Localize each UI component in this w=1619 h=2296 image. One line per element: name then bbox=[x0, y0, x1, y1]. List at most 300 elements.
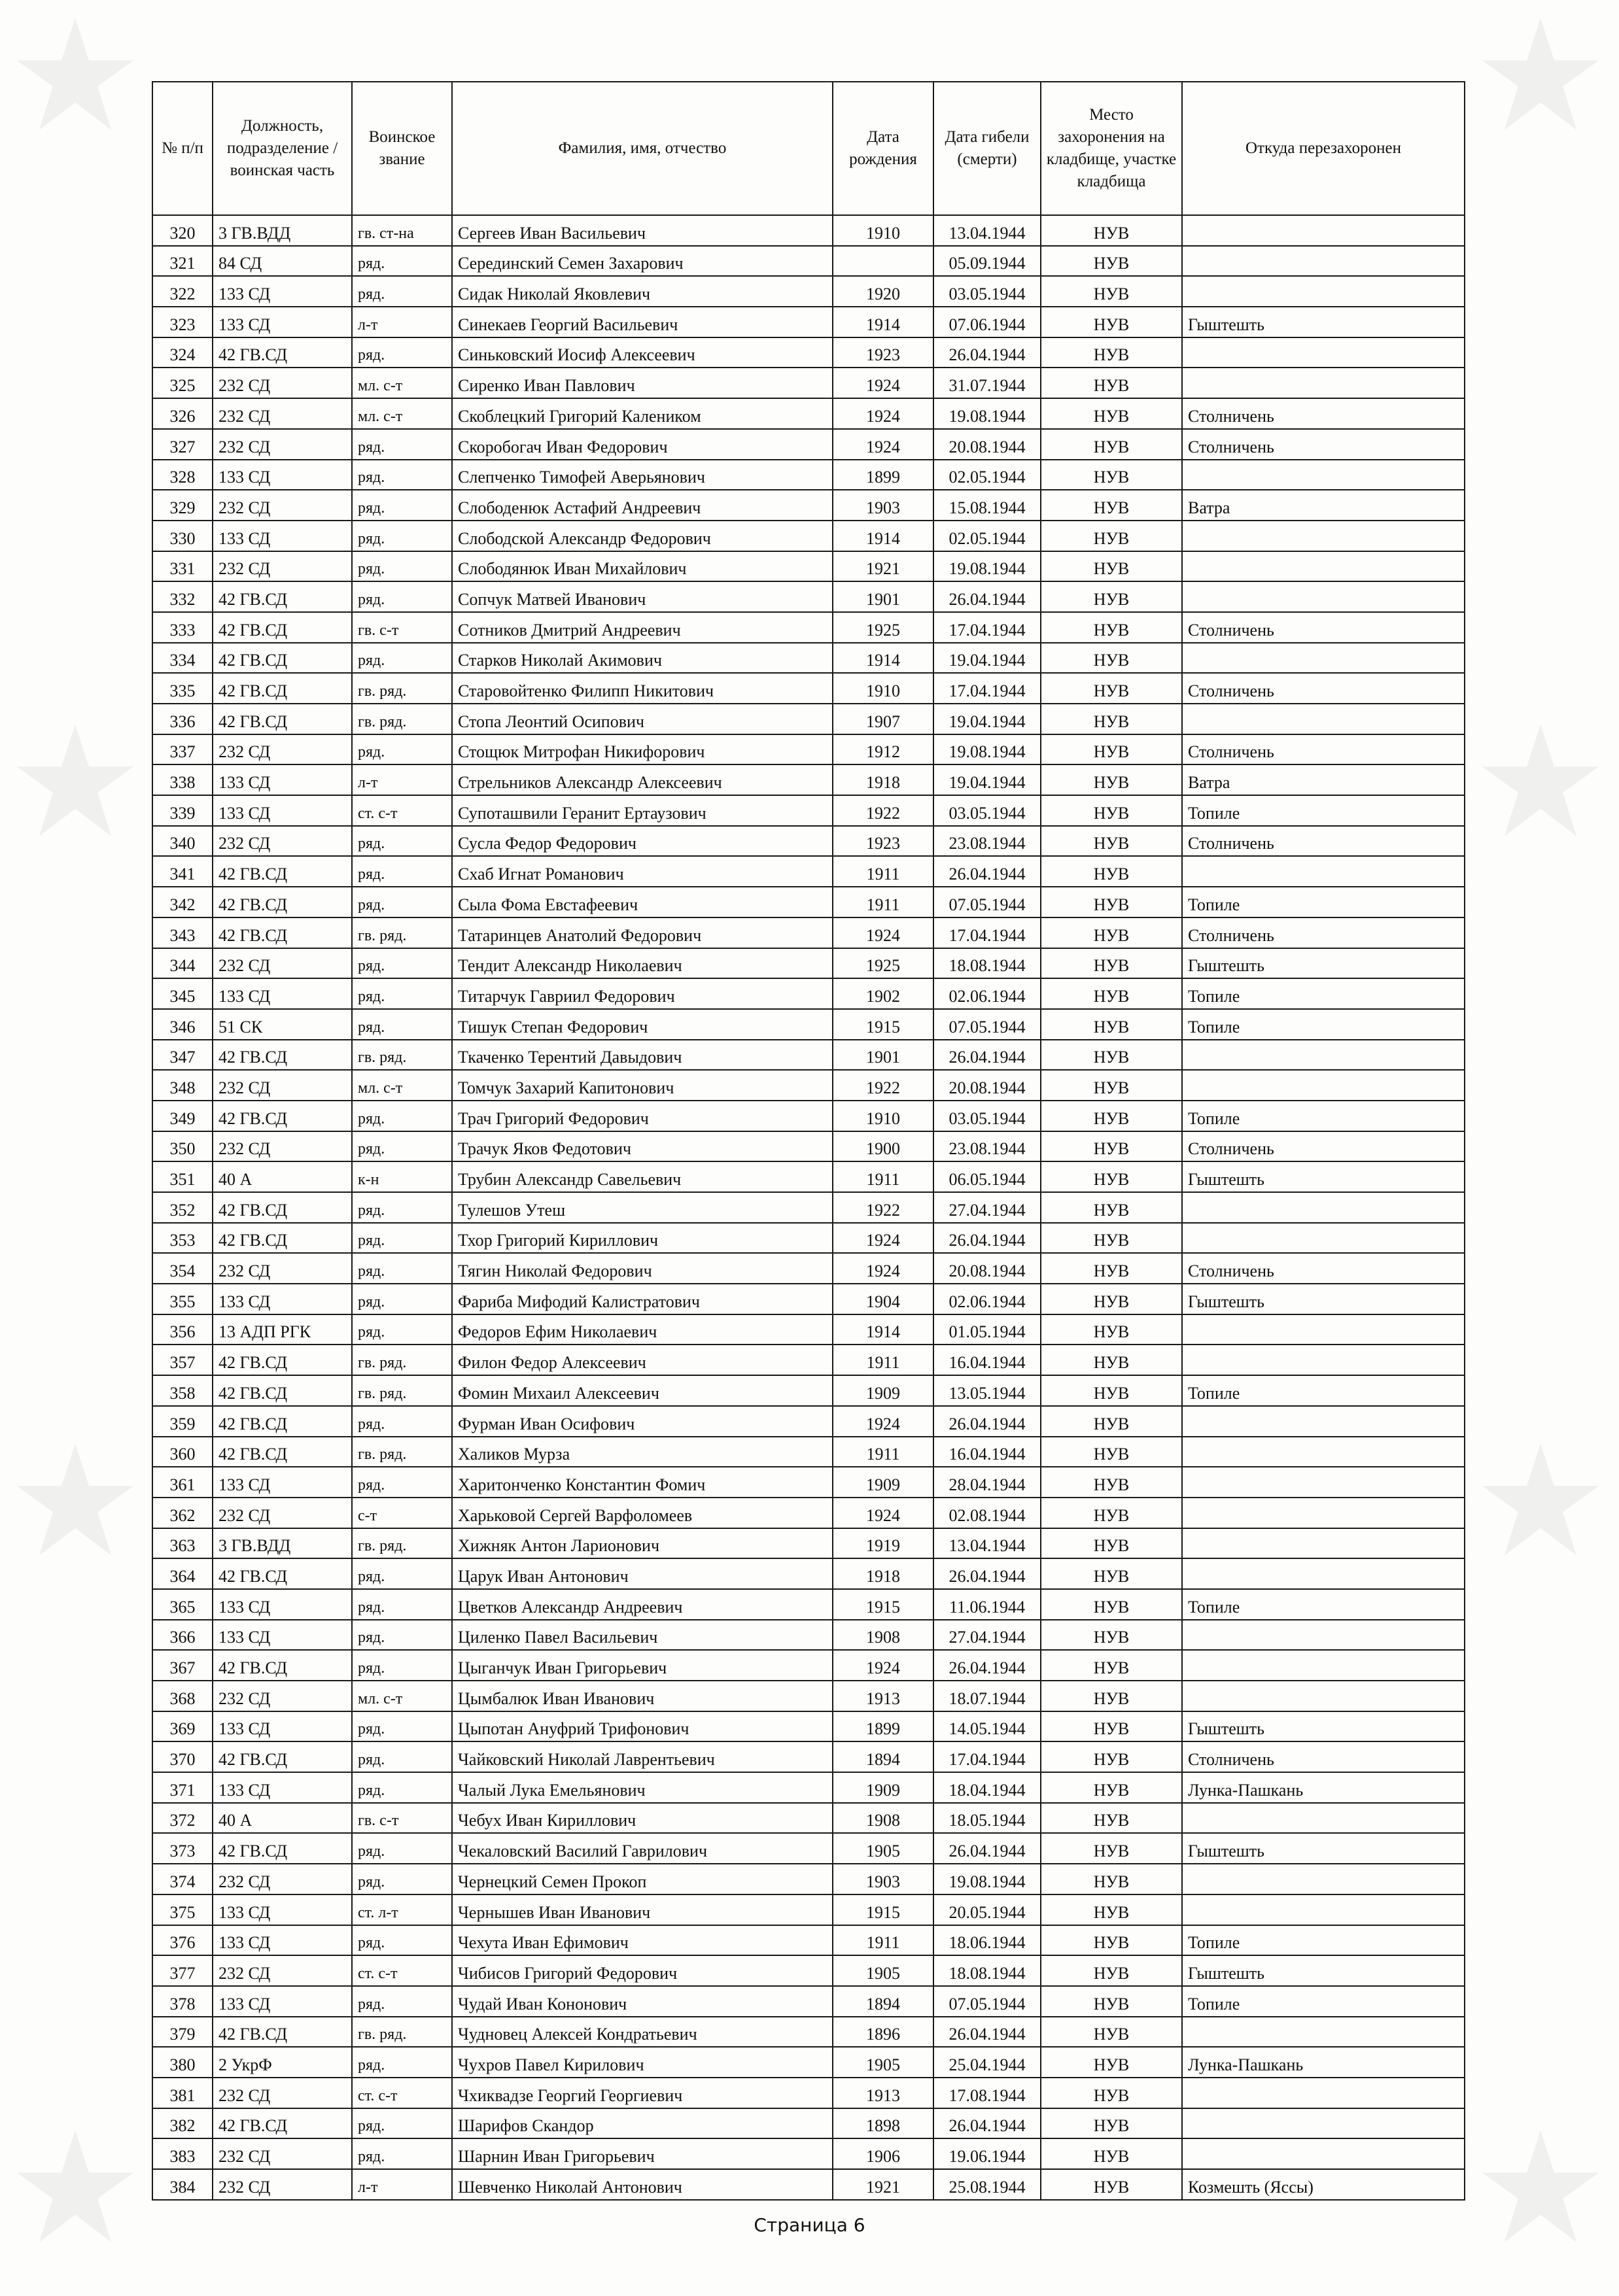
cell-name: Трач Григорий Федорович bbox=[452, 1101, 833, 1131]
cell-place: НУВ bbox=[1041, 856, 1182, 887]
cell-name: Титарчук Гавриил Федорович bbox=[452, 978, 833, 1009]
cell-place: НУВ bbox=[1041, 1620, 1182, 1651]
cell-name: Чернышев Иван Иванович bbox=[452, 1894, 833, 1925]
cell-rank: ряд. bbox=[352, 1253, 452, 1284]
cell-origin bbox=[1182, 276, 1465, 307]
cell-origin: Топиле bbox=[1182, 1925, 1465, 1956]
table-row bbox=[152, 337, 1465, 368]
table-row bbox=[152, 1894, 1465, 1925]
cell-born: 1902 bbox=[833, 978, 933, 1009]
cell-name: Чалый Лука Емельянович bbox=[452, 1772, 833, 1803]
cell-num: 326 bbox=[152, 398, 213, 429]
cell-place: НУВ bbox=[1041, 1009, 1182, 1040]
cell-num: 377 bbox=[152, 1955, 213, 1986]
cell-num: 364 bbox=[152, 1558, 213, 1589]
cell-name: Сиренко Иван Павлович bbox=[452, 368, 833, 398]
cell-unit: 232 СД bbox=[213, 368, 352, 398]
cell-unit: 42 ГВ.СД bbox=[213, 612, 352, 643]
cell-died: 02.05.1944 bbox=[933, 460, 1041, 490]
cell-origin bbox=[1182, 460, 1465, 490]
cell-unit: 42 ГВ.СД bbox=[213, 917, 352, 948]
cell-name: Синьковский Иосиф Алексеевич bbox=[452, 337, 833, 368]
cell-place: НУВ bbox=[1041, 581, 1182, 612]
cell-place: НУВ bbox=[1041, 368, 1182, 398]
table-row bbox=[152, 1589, 1465, 1620]
cell-died: 17.04.1944 bbox=[933, 1741, 1041, 1772]
cell-died: 02.05.1944 bbox=[933, 521, 1041, 551]
cell-name: Шарифов Скандор bbox=[452, 2108, 833, 2139]
cell-num: 350 bbox=[152, 1131, 213, 1162]
cell-num: 330 bbox=[152, 521, 213, 551]
cell-born: 1923 bbox=[833, 337, 933, 368]
cell-died: 06.05.1944 bbox=[933, 1161, 1041, 1192]
table-row bbox=[152, 1040, 1465, 1071]
cell-unit: 133 СД bbox=[213, 1589, 352, 1620]
cell-born: 1915 bbox=[833, 1589, 933, 1620]
cell-name: Чернецкий Семен Прокоп bbox=[452, 1864, 833, 1894]
cell-born: 1920 bbox=[833, 276, 933, 307]
cell-origin bbox=[1182, 1345, 1465, 1375]
cell-num: 336 bbox=[152, 704, 213, 734]
cell-died: 02.06.1944 bbox=[933, 1284, 1041, 1314]
cell-place: НУВ bbox=[1041, 1101, 1182, 1131]
cell-unit: 232 СД bbox=[213, 551, 352, 582]
header-died: Дата гибели (смерти) bbox=[933, 82, 1041, 215]
cell-name: Стощюк Митрофан Никифорович bbox=[452, 734, 833, 765]
cell-place: НУВ bbox=[1041, 1681, 1182, 1711]
table-row bbox=[152, 1986, 1465, 2017]
cell-rank: ряд. bbox=[352, 429, 452, 460]
cell-rank: гв. ряд. bbox=[352, 2017, 452, 2048]
cell-origin: Гыштешть bbox=[1182, 1161, 1465, 1192]
cell-num: 334 bbox=[152, 643, 213, 674]
cell-num: 366 bbox=[152, 1620, 213, 1651]
cell-origin: Ватра bbox=[1182, 764, 1465, 795]
cell-rank: гв. ряд. bbox=[352, 1040, 452, 1071]
cell-rank: ряд. bbox=[352, 1650, 452, 1681]
table-row bbox=[152, 551, 1465, 582]
cell-num: 384 bbox=[152, 2169, 213, 2200]
cell-unit: 42 ГВ.СД bbox=[213, 643, 352, 674]
table-row bbox=[152, 2108, 1465, 2139]
cell-died: 20.05.1944 bbox=[933, 1894, 1041, 1925]
cell-name: Слободской Александр Федорович bbox=[452, 521, 833, 551]
cell-died: 20.08.1944 bbox=[933, 1070, 1041, 1101]
cell-rank: ст. л-т bbox=[352, 1894, 452, 1925]
table-row bbox=[152, 1650, 1465, 1681]
cell-origin bbox=[1182, 368, 1465, 398]
cell-born: 1911 bbox=[833, 1161, 933, 1192]
cell-num: 346 bbox=[152, 1009, 213, 1040]
cell-origin: Столничень bbox=[1182, 826, 1465, 857]
cell-rank: мл. с-т bbox=[352, 398, 452, 429]
cell-name: Цветков Александр Андреевич bbox=[452, 1589, 833, 1620]
cell-name: Чибисов Григорий Федорович bbox=[452, 1955, 833, 1986]
cell-died: 03.05.1944 bbox=[933, 795, 1041, 826]
cell-num: 378 bbox=[152, 1986, 213, 2017]
cell-rank: гв. ряд. bbox=[352, 917, 452, 948]
cell-unit: 133 СД bbox=[213, 1925, 352, 1956]
cell-origin: Топиле bbox=[1182, 1986, 1465, 2017]
cell-num: 368 bbox=[152, 1681, 213, 1711]
cell-place: НУВ bbox=[1041, 1894, 1182, 1925]
cell-unit: 51 СК bbox=[213, 1009, 352, 1040]
cell-born: 1898 bbox=[833, 2108, 933, 2139]
cell-name: Сусла Федор Федорович bbox=[452, 826, 833, 857]
cell-num: 355 bbox=[152, 1284, 213, 1314]
cell-place: НУВ bbox=[1041, 1589, 1182, 1620]
cell-died: 26.04.1944 bbox=[933, 1223, 1041, 1254]
cell-died: 18.04.1944 bbox=[933, 1772, 1041, 1803]
cell-unit: 3 ГВ.ВДД bbox=[213, 215, 352, 246]
table-row bbox=[152, 1467, 1465, 1498]
cell-unit: 232 СД bbox=[213, 1070, 352, 1101]
table-row bbox=[152, 429, 1465, 460]
cell-rank: ряд. bbox=[352, 1192, 452, 1223]
cell-born: 1924 bbox=[833, 398, 933, 429]
cell-unit: 42 ГВ.СД bbox=[213, 2017, 352, 2048]
cell-num: 348 bbox=[152, 1070, 213, 1101]
cell-num: 359 bbox=[152, 1406, 213, 1437]
cell-rank: ряд. bbox=[352, 1833, 452, 1864]
cell-died: 02.08.1944 bbox=[933, 1498, 1041, 1528]
table-row bbox=[152, 704, 1465, 734]
cell-num: 340 bbox=[152, 826, 213, 857]
cell-origin bbox=[1182, 1528, 1465, 1559]
cell-num: 320 bbox=[152, 215, 213, 246]
cell-died: 07.06.1944 bbox=[933, 307, 1041, 337]
cell-name: Халиков Мурза bbox=[452, 1437, 833, 1467]
cell-unit: 232 СД bbox=[213, 1955, 352, 1986]
star-watermark-icon bbox=[13, 13, 137, 137]
table-row bbox=[152, 1437, 1465, 1467]
cell-num: 353 bbox=[152, 1223, 213, 1254]
table-row bbox=[152, 2138, 1465, 2169]
cell-num: 347 bbox=[152, 1040, 213, 1071]
cell-rank: ряд. bbox=[352, 734, 452, 765]
cell-place: НУВ bbox=[1041, 1040, 1182, 1071]
cell-place: НУВ bbox=[1041, 1803, 1182, 1834]
cell-born: 1923 bbox=[833, 826, 933, 857]
table-row bbox=[152, 1741, 1465, 1772]
cell-born: 1905 bbox=[833, 1955, 933, 1986]
cell-place: НУВ bbox=[1041, 1498, 1182, 1528]
cell-rank: ряд. bbox=[352, 1131, 452, 1162]
cell-rank: ряд. bbox=[352, 1925, 452, 1956]
cell-died: 18.06.1944 bbox=[933, 1925, 1041, 1956]
table-body bbox=[152, 215, 1465, 2200]
cell-died: 19.04.1944 bbox=[933, 704, 1041, 734]
cell-rank: ряд. bbox=[352, 1772, 452, 1803]
cell-name: Цыпотан Ануфрий Трифонович bbox=[452, 1711, 833, 1742]
cell-born: 1906 bbox=[833, 2138, 933, 2169]
cell-died: 18.07.1944 bbox=[933, 1681, 1041, 1711]
cell-origin bbox=[1182, 215, 1465, 246]
cell-name: Харьковой Сергей Варфоломеев bbox=[452, 1498, 833, 1528]
table-row bbox=[152, 2017, 1465, 2048]
cell-born: 1899 bbox=[833, 460, 933, 490]
cell-origin: Столничень bbox=[1182, 1741, 1465, 1772]
cell-rank: ряд. bbox=[352, 948, 452, 979]
cell-place: НУВ bbox=[1041, 1986, 1182, 2017]
cell-num: 361 bbox=[152, 1467, 213, 1498]
cell-num: 371 bbox=[152, 1772, 213, 1803]
cell-rank: ряд. bbox=[352, 1711, 452, 1742]
cell-origin bbox=[1182, 581, 1465, 612]
cell-place: НУВ bbox=[1041, 2169, 1182, 2200]
cell-name: Слободянюк Иван Михайлович bbox=[452, 551, 833, 582]
cell-born: 1924 bbox=[833, 1223, 933, 1254]
cell-rank: ряд. bbox=[352, 490, 452, 521]
cell-born: 1922 bbox=[833, 1192, 933, 1223]
cell-rank: ряд. bbox=[352, 826, 452, 857]
cell-born: 1921 bbox=[833, 551, 933, 582]
cell-rank: гв. ряд. bbox=[352, 1528, 452, 1559]
cell-place: НУВ bbox=[1041, 673, 1182, 704]
table-row bbox=[152, 1528, 1465, 1559]
cell-origin: Столничень bbox=[1182, 1131, 1465, 1162]
cell-num: 331 bbox=[152, 551, 213, 582]
cell-born: 1925 bbox=[833, 612, 933, 643]
cell-num: 363 bbox=[152, 1528, 213, 1559]
cell-born bbox=[833, 246, 933, 277]
cell-died: 18.08.1944 bbox=[933, 948, 1041, 979]
cell-unit: 42 ГВ.СД bbox=[213, 2108, 352, 2139]
cell-name: Слободенюк Астафий Андреевич bbox=[452, 490, 833, 521]
cell-place: НУВ bbox=[1041, 460, 1182, 490]
cell-origin bbox=[1182, 1406, 1465, 1437]
cell-unit: 232 СД bbox=[213, 398, 352, 429]
cell-unit: 133 СД bbox=[213, 276, 352, 307]
table-row bbox=[152, 1375, 1465, 1406]
cell-origin bbox=[1182, 1223, 1465, 1254]
cell-place: НУВ bbox=[1041, 795, 1182, 826]
cell-born: 1914 bbox=[833, 643, 933, 674]
cell-unit: 42 ГВ.СД bbox=[213, 1345, 352, 1375]
cell-born: 1900 bbox=[833, 1131, 933, 1162]
cell-place: НУВ bbox=[1041, 1192, 1182, 1223]
cell-rank: ряд. bbox=[352, 2047, 452, 2078]
cell-num: 341 bbox=[152, 856, 213, 887]
table-row bbox=[152, 826, 1465, 857]
table-row bbox=[152, 1681, 1465, 1711]
cell-origin bbox=[1182, 2108, 1465, 2139]
table-row bbox=[152, 1955, 1465, 1986]
cell-born: 1924 bbox=[833, 1650, 933, 1681]
table-row bbox=[152, 1558, 1465, 1589]
cell-born: 1905 bbox=[833, 1833, 933, 1864]
cell-place: НУВ bbox=[1041, 1284, 1182, 1314]
cell-name: Чудай Иван Кононович bbox=[452, 1986, 833, 2017]
cell-born: 1901 bbox=[833, 581, 933, 612]
page-number: Страница 6 bbox=[754, 2214, 865, 2236]
cell-place: НУВ bbox=[1041, 337, 1182, 368]
table-row bbox=[152, 460, 1465, 490]
cell-unit: 232 СД bbox=[213, 948, 352, 979]
table-row bbox=[152, 1803, 1465, 1834]
cell-rank: ряд. bbox=[352, 1589, 452, 1620]
cell-origin bbox=[1182, 1803, 1465, 1834]
cell-rank: ряд. bbox=[352, 246, 452, 277]
cell-rank: гв. ряд. bbox=[352, 704, 452, 734]
cell-unit: 133 СД bbox=[213, 1772, 352, 1803]
cell-num: 329 bbox=[152, 490, 213, 521]
star-watermark-icon bbox=[1478, 719, 1603, 844]
table-row bbox=[152, 1223, 1465, 1254]
table-row bbox=[152, 1101, 1465, 1131]
cell-unit: 133 СД bbox=[213, 1467, 352, 1498]
cell-born: 1913 bbox=[833, 2078, 933, 2108]
cell-num: 354 bbox=[152, 1253, 213, 1284]
cell-rank: л-т bbox=[352, 2169, 452, 2200]
cell-name: Тхор Григорий Кириллович bbox=[452, 1223, 833, 1254]
cell-unit: 40 А bbox=[213, 1161, 352, 1192]
cell-died: 11.06.1944 bbox=[933, 1589, 1041, 1620]
cell-place: НУВ bbox=[1041, 1345, 1182, 1375]
cell-place: НУВ bbox=[1041, 1253, 1182, 1284]
cell-unit: 232 СД bbox=[213, 1864, 352, 1894]
cell-unit: 42 ГВ.СД bbox=[213, 337, 352, 368]
cell-rank: мл. с-т bbox=[352, 1070, 452, 1101]
cell-rank: ряд. bbox=[352, 1314, 452, 1345]
cell-rank: мл. с-т bbox=[352, 1681, 452, 1711]
cell-unit: 42 ГВ.СД bbox=[213, 1040, 352, 1071]
cell-place: НУВ bbox=[1041, 1406, 1182, 1437]
star-watermark-icon bbox=[13, 1439, 137, 1563]
cell-died: 13.05.1944 bbox=[933, 1375, 1041, 1406]
cell-rank: ряд. bbox=[352, 978, 452, 1009]
cell-unit: 42 ГВ.СД bbox=[213, 1223, 352, 1254]
cell-origin bbox=[1182, 551, 1465, 582]
cell-origin bbox=[1182, 643, 1465, 674]
cell-place: НУВ bbox=[1041, 764, 1182, 795]
cell-name: Циленко Павел Васильевич bbox=[452, 1620, 833, 1651]
cell-died: 03.05.1944 bbox=[933, 276, 1041, 307]
cell-unit: 42 ГВ.СД bbox=[213, 1650, 352, 1681]
cell-origin: Гыштешть bbox=[1182, 1711, 1465, 1742]
table-row bbox=[152, 917, 1465, 948]
cell-num: 321 bbox=[152, 246, 213, 277]
cell-num: 323 bbox=[152, 307, 213, 337]
cell-rank: ряд. bbox=[352, 1406, 452, 1437]
cell-origin: Столничень bbox=[1182, 673, 1465, 704]
cell-place: НУВ bbox=[1041, 1864, 1182, 1894]
cell-num: 365 bbox=[152, 1589, 213, 1620]
cell-num: 339 bbox=[152, 795, 213, 826]
table-row bbox=[152, 643, 1465, 674]
cell-died: 23.08.1944 bbox=[933, 1131, 1041, 1162]
cell-origin bbox=[1182, 1558, 1465, 1589]
cell-num: 327 bbox=[152, 429, 213, 460]
cell-unit: 232 СД bbox=[213, 490, 352, 521]
cell-name: Чудновец Алексей Кондратьевич bbox=[452, 2017, 833, 2048]
cell-place: НУВ bbox=[1041, 1833, 1182, 1864]
cell-died: 19.08.1944 bbox=[933, 551, 1041, 582]
cell-num: 342 bbox=[152, 887, 213, 917]
cell-origin: Столничень bbox=[1182, 734, 1465, 765]
cell-name: Скоблецкий Григорий Калеником bbox=[452, 398, 833, 429]
cell-died: 26.04.1944 bbox=[933, 1040, 1041, 1071]
cell-num: 383 bbox=[152, 2138, 213, 2169]
cell-place: НУВ bbox=[1041, 398, 1182, 429]
cell-rank: ряд. bbox=[352, 1101, 452, 1131]
cell-died: 19.04.1944 bbox=[933, 643, 1041, 674]
cell-born: 1914 bbox=[833, 1314, 933, 1345]
cell-born: 1896 bbox=[833, 2017, 933, 2048]
cell-unit: 133 СД bbox=[213, 795, 352, 826]
cell-name: Стопа Леонтий Осипович bbox=[452, 704, 833, 734]
cell-name: Слепченко Тимофей Аверьянович bbox=[452, 460, 833, 490]
cell-born: 1904 bbox=[833, 1284, 933, 1314]
cell-place: НУВ bbox=[1041, 948, 1182, 979]
cell-unit: 42 ГВ.СД bbox=[213, 704, 352, 734]
cell-place: НУВ bbox=[1041, 1314, 1182, 1345]
cell-place: НУВ bbox=[1041, 215, 1182, 246]
cell-name: Чекаловский Василий Гаврилович bbox=[452, 1833, 833, 1864]
cell-rank: ряд. bbox=[352, 1284, 452, 1314]
burial-register-table bbox=[152, 81, 1465, 2201]
cell-num: 357 bbox=[152, 1345, 213, 1375]
table-row bbox=[152, 368, 1465, 398]
cell-born: 1924 bbox=[833, 1406, 933, 1437]
cell-unit: 232 СД bbox=[213, 826, 352, 857]
cell-origin bbox=[1182, 1894, 1465, 1925]
cell-born: 1922 bbox=[833, 795, 933, 826]
table-row bbox=[152, 1070, 1465, 1101]
cell-origin bbox=[1182, 1467, 1465, 1498]
cell-unit: 42 ГВ.СД bbox=[213, 1833, 352, 1864]
cell-origin: Топиле bbox=[1182, 1009, 1465, 1040]
cell-unit: 232 СД bbox=[213, 2169, 352, 2200]
cell-origin bbox=[1182, 1314, 1465, 1345]
cell-rank: л-т bbox=[352, 307, 452, 337]
cell-origin: Столничень bbox=[1182, 398, 1465, 429]
cell-rank: ряд. bbox=[352, 1223, 452, 1254]
table-row bbox=[152, 1498, 1465, 1528]
cell-name: Чебух Иван Кириллович bbox=[452, 1803, 833, 1834]
cell-place: НУВ bbox=[1041, 887, 1182, 917]
cell-name: Тулешов Утеш bbox=[452, 1192, 833, 1223]
cell-born: 1913 bbox=[833, 1681, 933, 1711]
cell-name: Фариба Мифодий Калистратович bbox=[452, 1284, 833, 1314]
cell-origin bbox=[1182, 1681, 1465, 1711]
cell-rank: ряд. bbox=[352, 887, 452, 917]
cell-place: НУВ bbox=[1041, 1161, 1182, 1192]
cell-rank: ст. с-т bbox=[352, 1955, 452, 1986]
cell-num: 322 bbox=[152, 276, 213, 307]
table-row bbox=[152, 276, 1465, 307]
cell-name: Шарнин Иван Григорьевич bbox=[452, 2138, 833, 2169]
table-row bbox=[152, 1009, 1465, 1040]
cell-born: 1907 bbox=[833, 704, 933, 734]
cell-origin bbox=[1182, 856, 1465, 887]
table-row bbox=[152, 1772, 1465, 1803]
cell-died: 26.04.1944 bbox=[933, 856, 1041, 887]
cell-died: 28.04.1944 bbox=[933, 1467, 1041, 1498]
cell-born: 1918 bbox=[833, 764, 933, 795]
cell-died: 17.08.1944 bbox=[933, 2078, 1041, 2108]
cell-born: 1908 bbox=[833, 1803, 933, 1834]
cell-rank: ряд. bbox=[352, 1986, 452, 2017]
cell-place: НУВ bbox=[1041, 1741, 1182, 1772]
cell-num: 335 bbox=[152, 673, 213, 704]
cell-num: 367 bbox=[152, 1650, 213, 1681]
table-row bbox=[152, 1345, 1465, 1375]
cell-unit: 40 А bbox=[213, 1803, 352, 1834]
cell-name: Царук Иван Антонович bbox=[452, 1558, 833, 1589]
cell-born: 1922 bbox=[833, 1070, 933, 1101]
cell-origin bbox=[1182, 1620, 1465, 1651]
